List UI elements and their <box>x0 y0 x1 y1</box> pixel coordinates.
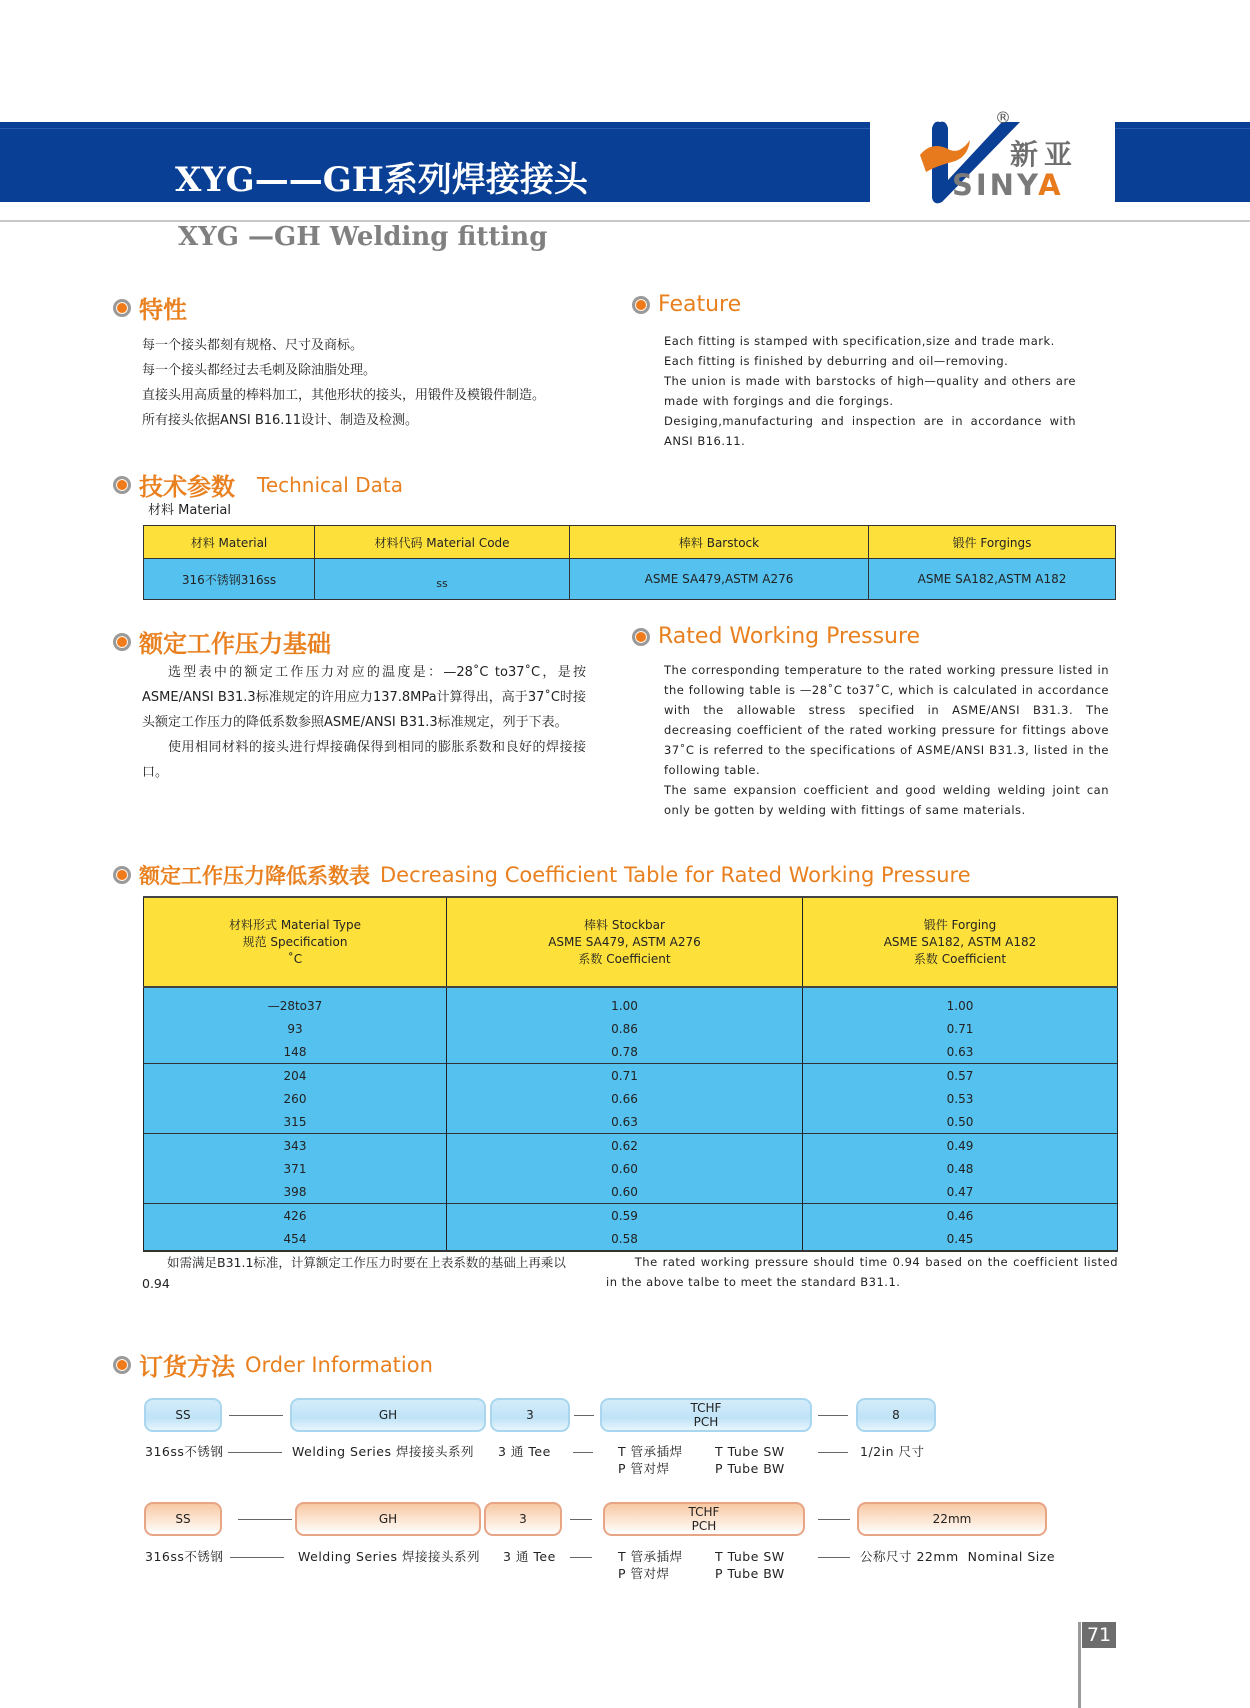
temperature-cell: 204 <box>144 1064 447 1088</box>
forging-coefficient-cell: 0.48 <box>803 1157 1118 1180</box>
label-type: 3 通 Tee <box>503 1549 556 1564</box>
table-header: 锻件 Forgings <box>869 526 1116 559</box>
code-connection <box>603 1502 805 1536</box>
temperature-cell: 148 <box>144 1040 447 1064</box>
table-row <box>144 1227 1118 1251</box>
table-header-forging <box>803 897 1118 987</box>
table-row <box>144 1134 1118 1158</box>
temperature-cell: 315 <box>144 1110 447 1134</box>
stockbar-coefficient-cell: 1.00 <box>447 987 803 1017</box>
features-cn-list <box>142 333 622 433</box>
page-title: XYG——GH系列焊接接头 <box>175 160 588 200</box>
header-line: 棒料 Stockbar <box>584 917 665 932</box>
page-number-bar <box>1078 1622 1081 1708</box>
heading-text-en: Decreasing Coefficient Table for Rated Working Pressure <box>380 863 971 887</box>
stockbar-coefficient-cell: 0.63 <box>447 1110 803 1134</box>
stockbar-coefficient-cell: 0.59 <box>447 1204 803 1228</box>
feature-line: Each fitting is stamped with specification,size and trade mark. <box>664 334 1055 348</box>
table-row <box>144 1087 1118 1110</box>
connector-line <box>238 1519 292 1520</box>
feature-line: 所有接头依据ANSI B16.11设计、制造及检测。 <box>142 413 418 428</box>
rated-en-text <box>664 660 1109 820</box>
stockbar-coefficient-cell: 0.60 <box>447 1157 803 1180</box>
material-table <box>143 525 1116 600</box>
table-row <box>144 1064 1118 1088</box>
code-type: 3 <box>490 1398 570 1432</box>
code-series: GH <box>295 1502 481 1536</box>
forging-coefficient-cell: 0.53 <box>803 1087 1118 1110</box>
temperature-cell: 426 <box>144 1204 447 1228</box>
forging-coefficient-cell: 0.71 <box>803 1017 1118 1040</box>
stockbar-coefficient-cell: 0.78 <box>447 1040 803 1064</box>
connector-line <box>818 1557 850 1558</box>
rated-cn-text <box>142 660 586 785</box>
heading-text-en: Order Information <box>245 1352 433 1377</box>
connector-line <box>229 1415 283 1416</box>
table-header-material-type <box>144 897 447 987</box>
logo-text-main: SINY <box>952 168 1039 202</box>
connector-line <box>818 1519 850 1520</box>
table-cell: 316不锈钢316ss <box>144 559 315 600</box>
bullet-icon <box>113 299 131 317</box>
temperature-cell: —28to37 <box>144 987 447 1017</box>
bullet-icon <box>632 296 650 314</box>
coefficient-note-en: The rated working pressure should time 0.94 based on the coefficient listed in the above talbe to meet the standard B31.1. <box>606 1255 1118 1289</box>
heading-text-en: Technical Data <box>257 472 403 497</box>
forging-coefficient-cell: 0.63 <box>803 1040 1118 1064</box>
code-series: GH <box>290 1398 486 1432</box>
heading-text: Rated Working Pressure <box>658 624 921 649</box>
label-connection-en-2: P Tube BW <box>715 1461 785 1476</box>
paragraph: 使用相同材料的接头进行焊接确保得到相同的膨胀系数和良好的焊接接口。 <box>142 740 586 780</box>
table-header: 材料 Material <box>144 526 315 559</box>
section-heading-features-en <box>632 292 741 317</box>
heading-text-cn: 订货方法 <box>139 1353 235 1381</box>
forging-coefficient-cell: 0.57 <box>803 1064 1118 1088</box>
heading-text-cn: 技术参数 <box>139 473 235 501</box>
feature-line: 每一个接头都刻有规格、尺寸及商标。 <box>142 338 364 353</box>
header-band-line-right <box>1115 128 1250 129</box>
label-connection-cn-1: T 管承插焊 <box>618 1549 683 1564</box>
connector-line <box>818 1452 848 1453</box>
feature-line: Desiging,manufacturing and inspection are in accordance with ANSI B16.11. <box>664 414 1076 448</box>
heading-text-cn: 额定工作压力降低系数表 <box>139 864 370 888</box>
table-header-stockbar <box>447 897 803 987</box>
connector-line <box>818 1415 848 1416</box>
code-connection <box>600 1398 812 1432</box>
coefficient-note-cn: 如需满足B31.1标准，计算额定工作压力时要在上表系数的基础上再乘以0.94 <box>142 1255 566 1291</box>
feature-line: The union is made with barstocks of high—quality and others are made with forgings and die forgings. <box>664 374 1076 408</box>
table-row <box>144 1110 1118 1134</box>
label-material: 316ss不锈钢 <box>145 1549 224 1564</box>
table-row <box>144 1017 1118 1040</box>
stockbar-coefficient-cell: 0.86 <box>447 1017 803 1040</box>
temperature-cell: 398 <box>144 1180 447 1204</box>
feature-line: Each fitting is finished by deburring and oil—removing. <box>664 354 1009 368</box>
stockbar-coefficient-cell: 0.66 <box>447 1087 803 1110</box>
coefficient-table <box>143 896 1118 1252</box>
label-size: 公称尺寸 22mm Nominal Size <box>860 1549 1056 1564</box>
label-connection-cn-1: T 管承插焊 <box>618 1444 683 1459</box>
page-number: 71 <box>1082 1622 1116 1648</box>
connector-line <box>570 1557 592 1558</box>
table-cell: ss <box>315 559 570 600</box>
header-band-right <box>1115 122 1250 202</box>
connector-line <box>570 1519 592 1520</box>
section-heading-features-cn <box>113 290 187 325</box>
forging-coefficient-cell: 0.47 <box>803 1180 1118 1204</box>
code-size: 8 <box>856 1398 936 1432</box>
label-connection-en-1: T Tube SW <box>715 1444 785 1459</box>
header-line: ASME SA182, ASTM A182 <box>883 934 1037 949</box>
connector-line <box>230 1557 284 1558</box>
label-series: Welding Series 焊接接头系列 <box>298 1549 480 1564</box>
stockbar-coefficient-cell: 0.60 <box>447 1180 803 1204</box>
forging-coefficient-cell: 0.45 <box>803 1227 1118 1251</box>
label-connection-cn-2: P 管对焊 <box>618 1566 670 1581</box>
label-connection-cn-2: P 管对焊 <box>618 1461 670 1476</box>
header-line: 系数 Coefficient <box>578 951 671 966</box>
section-heading-coefficient <box>113 860 971 890</box>
section-heading-order <box>113 1347 433 1382</box>
table-row <box>144 987 1118 1017</box>
bullet-icon <box>632 628 650 646</box>
header-line: 规范 Specification <box>242 934 348 949</box>
table-header-row <box>144 526 1116 559</box>
label-size: 1/2in 尺寸 <box>860 1444 925 1459</box>
table-row <box>144 1040 1118 1064</box>
code-type: 3 <box>484 1502 562 1536</box>
section-heading-rated-en <box>632 624 920 649</box>
table-row <box>144 1180 1118 1204</box>
section-heading-rated-cn <box>113 624 331 659</box>
code-line: PCH <box>693 1415 719 1429</box>
heading-text: 额定工作压力基础 <box>139 630 331 658</box>
table-row <box>144 559 1116 600</box>
heading-text: Feature <box>658 292 742 317</box>
table-header: 棒料 Barstock <box>570 526 869 559</box>
code-line: TCHF <box>688 1505 720 1519</box>
bullet-icon <box>113 476 131 494</box>
heading-text: 特性 <box>139 296 187 324</box>
temperature-cell: 260 <box>144 1087 447 1110</box>
table-header: 材料代码 Material Code <box>315 526 570 559</box>
connector-line <box>574 1415 594 1416</box>
code-material: SS <box>144 1398 222 1432</box>
label-connection-en-2: P Tube BW <box>715 1566 785 1581</box>
label-series: Welding Series 焊接接头系列 <box>292 1444 474 1459</box>
connector-line <box>228 1452 282 1453</box>
stockbar-coefficient-cell: 0.71 <box>447 1064 803 1088</box>
bullet-icon <box>113 633 131 651</box>
forging-coefficient-cell: 0.46 <box>803 1204 1118 1228</box>
header-line: ASME SA479, ASTM A276 <box>548 934 701 949</box>
table-cell: ASME SA479,ASTM A276 <box>570 559 869 600</box>
paragraph: 选型表中的额定工作压力对应的温度是：—28˚C to37˚C，是按ASME/ANSI B31.3标准规定的许用应力137.8MPa计算得出，高于37˚C时接头额定工作压力的降低系数参照ASME/ANSI B31.3标准规定，列于下表。 <box>142 665 586 730</box>
code-line: TCHF <box>690 1401 722 1415</box>
forging-coefficient-cell: 0.50 <box>803 1110 1118 1134</box>
feature-line: 每一个接头都经过去毛刺及除油脂处理。 <box>142 363 377 378</box>
table-row <box>144 1204 1118 1228</box>
feature-line: 直接头用高质量的棒料加工，其他形状的接头，用锻件及模锻件制造。 <box>142 388 546 403</box>
label-type: 3 通 Tee <box>498 1444 551 1459</box>
paragraph: The same expansion coefficient and good welding welding joint can only be gotten by welding with fittings of same materials. <box>664 783 1109 817</box>
header-line: ˚C <box>287 951 303 966</box>
stockbar-coefficient-cell: 0.62 <box>447 1134 803 1158</box>
logo-text-cn: 新亚 <box>1010 138 1079 171</box>
page-subtitle: XYG —GH Welding fitting <box>178 222 548 252</box>
bullet-icon <box>113 1356 131 1374</box>
code-size: 22mm <box>857 1502 1047 1536</box>
temperature-cell: 454 <box>144 1227 447 1251</box>
label-connection-en-1: T Tube SW <box>715 1549 785 1564</box>
forging-coefficient-cell: 1.00 <box>803 987 1118 1017</box>
table-row <box>144 1157 1118 1180</box>
features-en-list <box>664 331 1076 451</box>
paragraph: The corresponding temperature to the rated working pressure listed in the following table is —28˚C to37˚C, which is calculated in accordance with the allowable stress specified in ASME/ANSI B31.3. The decreasing coefficient of the rated working pressure for fittings above 37˚C is referred to the specifications of ASME/ANSI B31.3, listed in the following table. <box>664 663 1109 777</box>
code-material: SS <box>144 1502 222 1536</box>
connector-line <box>573 1452 593 1453</box>
logo-text-en <box>952 168 1064 202</box>
header-band-line <box>0 128 870 129</box>
header-line: 系数 Coefficient <box>913 951 1007 966</box>
label-material: 316ss不锈钢 <box>145 1444 224 1459</box>
logo-text-accent: A <box>1038 168 1064 202</box>
header-line: 锻件 Forging <box>923 917 997 932</box>
registered-mark: ® <box>995 108 1011 127</box>
material-label: 材料 Material <box>148 503 231 518</box>
code-line: PCH <box>691 1519 717 1533</box>
temperature-cell: 371 <box>144 1157 447 1180</box>
table-cell: ASME SA182,ASTM A182 <box>869 559 1116 600</box>
bullet-icon <box>113 866 131 884</box>
header-line: 材料形式 Material Type <box>229 917 361 932</box>
stockbar-coefficient-cell: 0.58 <box>447 1227 803 1251</box>
table-header-row <box>144 897 1118 987</box>
forging-coefficient-cell: 0.49 <box>803 1134 1118 1158</box>
temperature-cell: 93 <box>144 1017 447 1040</box>
section-heading-technical <box>113 467 403 502</box>
temperature-cell: 343 <box>144 1134 447 1158</box>
